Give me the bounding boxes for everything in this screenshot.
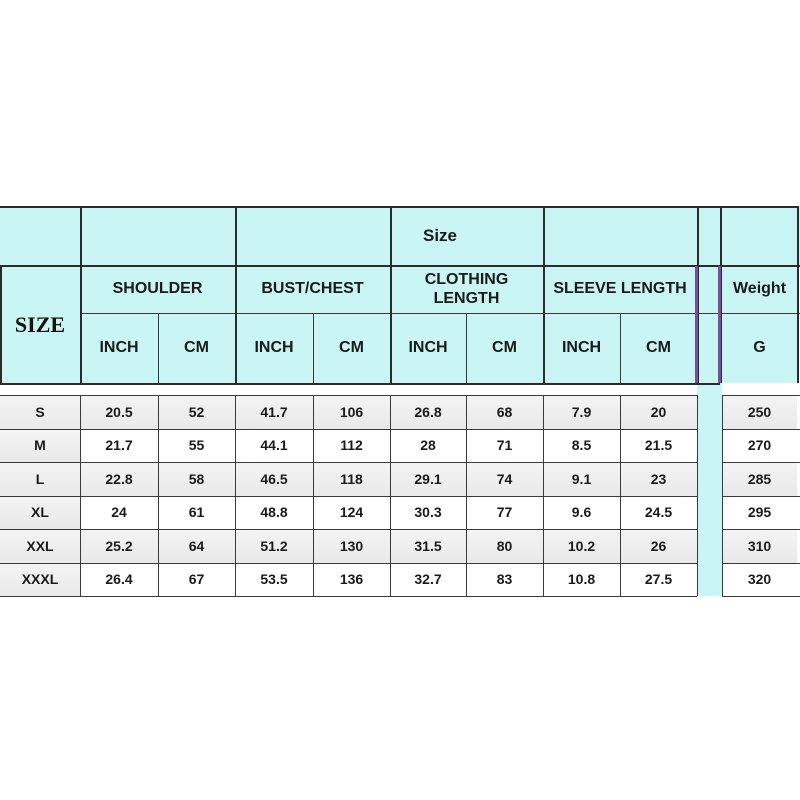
table-cell: 124 [313,496,390,530]
header-weight-unit: G [722,313,797,383]
table-cell: 10.2 [543,529,620,563]
grid-line [390,395,391,596]
table-cell: 46.5 [235,462,313,496]
header-group-size: Size [80,206,800,266]
weight-cell: 250 [722,395,797,429]
table-cell: 51.2 [235,529,313,563]
grid-line [0,563,697,564]
table-cell: 24 [80,496,158,530]
table-cell: 8.5 [543,429,620,463]
header-size-corner [0,206,80,266]
spacer-cell [697,529,722,563]
table-cell: 29.1 [390,462,466,496]
weight-cell: 285 [722,462,797,496]
table-cell: 24.5 [620,496,697,530]
grid-line [0,596,697,597]
spacer-cell [697,563,722,597]
header-sub-2-1: CM [466,313,543,383]
grid-line [80,313,800,314]
grid-line [235,206,237,383]
table-cell: 64 [158,529,235,563]
size-row-label: XXL [0,529,80,563]
header-column-1: BUST/CHEST [235,266,390,313]
header-sub-3-1: CM [620,313,697,383]
grid-line [543,395,544,596]
table-cell: 20 [620,395,697,429]
table-cell: 9.1 [543,462,620,496]
grid-line [797,206,799,383]
table-cell: 41.7 [235,395,313,429]
table-cell: 22.8 [80,462,158,496]
table-cell: 112 [313,429,390,463]
grid-line [390,206,392,383]
header-sub-0-0: INCH [80,313,158,383]
spacer-cell [697,462,722,496]
grid-line [722,395,800,396]
table-cell: 61 [158,496,235,530]
weight-cell: 320 [722,563,797,597]
size-row-label: S [0,395,80,429]
grid-line [313,395,314,596]
table-cell: 74 [466,462,543,496]
grid-line [0,383,720,385]
table-cell: 26.8 [390,395,466,429]
table-cell: 77 [466,496,543,530]
table-cell: 44.1 [235,429,313,463]
purple-divider [718,266,721,383]
table-cell: 71 [466,429,543,463]
table-cell: 118 [313,462,390,496]
grid-line [0,206,797,208]
grid-line [235,395,236,596]
size-row-label: L [0,462,80,496]
table-cell: 26 [620,529,697,563]
table-cell: 21.7 [80,429,158,463]
header-sub-2-0: INCH [390,313,466,383]
weight-cell: 295 [722,496,797,530]
table-cell: 10.8 [543,563,620,597]
table-cell: 26.4 [80,563,158,597]
table-cell: 58 [158,462,235,496]
grid-line [722,395,723,596]
grid-line [0,429,697,430]
table-cell: 20.5 [80,395,158,429]
table-cell: 32.7 [390,563,466,597]
grid-line [0,265,800,267]
header-sub-0-1: CM [158,313,235,383]
table-cell: 136 [313,563,390,597]
table-cell: 83 [466,563,543,597]
table-cell: 67 [158,563,235,597]
table-cell: 106 [313,395,390,429]
header-column-2: CLOTHING LENGTH [390,266,543,313]
table-cell: 27.5 [620,563,697,597]
table-cell: 9.6 [543,496,620,530]
table-cell: 31.5 [390,529,466,563]
grid-line [722,596,800,597]
spacer-cell [697,496,722,530]
grid-line [80,206,82,383]
table-cell: 53.5 [235,563,313,597]
grid-line [313,313,314,383]
table-cell: 21.5 [620,429,697,463]
grid-line [697,395,698,596]
purple-divider [695,266,698,383]
grid-line [722,462,800,463]
table-cell: 25.2 [80,529,158,563]
table-cell: 23 [620,462,697,496]
grid-line [722,563,800,564]
table-cell: 68 [466,395,543,429]
weight-cell: 310 [722,529,797,563]
grid-line [722,496,800,497]
grid-line [543,206,545,383]
table-cell: 80 [466,529,543,563]
size-row-label: M [0,429,80,463]
table-cell: 55 [158,429,235,463]
header-size-label: SIZE [0,266,80,383]
grid-line [620,313,621,383]
grid-line [0,496,697,497]
header-column-3: SLEEVE LENGTH [543,266,697,313]
header-sub-1-0: INCH [235,313,313,383]
weight-cell: 270 [722,429,797,463]
grid-line [0,266,2,383]
size-row-label: XL [0,496,80,530]
grid-line [158,313,159,383]
table-cell: 130 [313,529,390,563]
spacer-cell [697,395,722,429]
header-sub-1-1: CM [313,313,390,383]
table-cell: 30.3 [390,496,466,530]
table-cell: 52 [158,395,235,429]
header-column-0: SHOULDER [80,266,235,313]
grid-line [466,395,467,596]
table-cell: 48.8 [235,496,313,530]
size-row-label: XXXL [0,563,80,597]
header-sub-3-0: INCH [543,313,620,383]
grid-line [80,395,81,596]
grid-line [158,395,159,596]
grid-line [0,462,697,463]
grid-line [722,529,800,530]
table-cell: 28 [390,429,466,463]
table-cell: 7.9 [543,395,620,429]
grid-line [0,529,697,530]
grid-line [0,395,697,396]
grid-line [620,395,621,596]
header-weight: Weight [722,266,797,313]
spacer-cell [697,429,722,463]
grid-line [466,313,467,383]
grid-line [722,429,800,430]
